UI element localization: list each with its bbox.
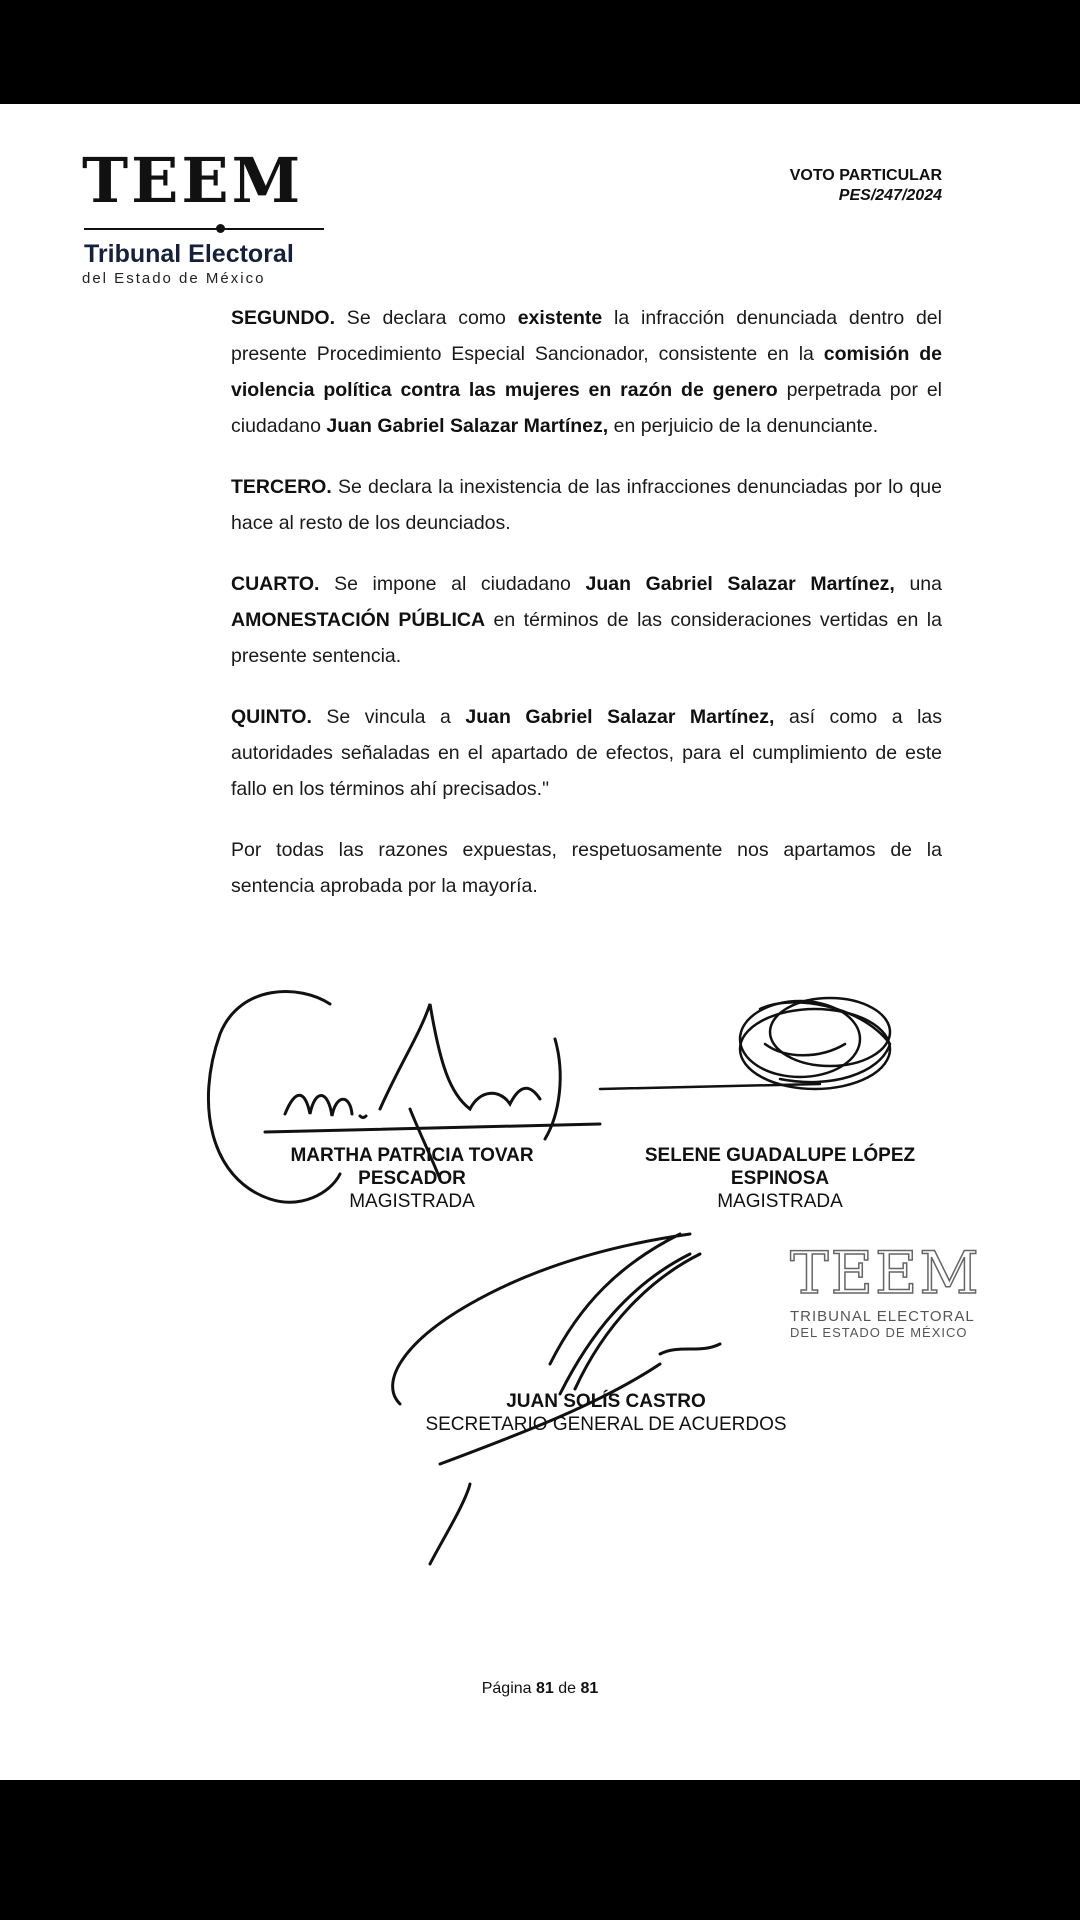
bold-run: Juan Gabriel Salazar Martínez, — [585, 573, 895, 595]
paragraph-quinto — [231, 699, 942, 807]
signatory-role: MAGISTRADA — [717, 1191, 843, 1212]
bold-run: comisión de violencia política contra las mujeres en razón de genero — [231, 343, 943, 401]
paragraph-segundo — [231, 300, 942, 444]
document-type: VOTO PARTICULAR — [789, 167, 942, 184]
text-run: la infracción denunciada dentro del presente Procedimiento Especial Sancionador, consistente en la — [231, 307, 942, 365]
signatory-name-cont: PESCADOR — [358, 1168, 466, 1189]
tribunal-stamp — [790, 1239, 1020, 1340]
paragraph-label: SEGUNDO. — [231, 307, 336, 329]
case-number: PES/247/2024 — [838, 187, 942, 204]
bold-run: Juan Gabriel Salazar Martínez, — [326, 415, 609, 437]
logo-institution: Tribunal Electoral — [84, 240, 294, 268]
footer-prefix: Página — [481, 1680, 536, 1697]
page-total: 81 — [580, 1680, 599, 1697]
text-run: una — [894, 573, 943, 595]
signatory-name: MARTHA PATRICIA TOVAR — [290, 1145, 534, 1166]
paragraph-label: TERCERO. — [231, 476, 332, 498]
signature-lopez — [600, 998, 890, 1089]
paragraph-label: QUINTO. — [231, 706, 312, 728]
resolution-text — [231, 300, 942, 929]
stamp-line2: DEL ESTADO DE MÉXICO — [790, 1325, 968, 1340]
footer-middle: de — [553, 1680, 581, 1697]
bold-run: existente — [517, 307, 603, 329]
text-run: Se declara como — [335, 307, 518, 329]
paragraph-label: CUARTO. — [231, 573, 320, 595]
logo-state: del Estado de México — [82, 270, 266, 287]
logo-wordmark: TEEM — [82, 144, 304, 217]
signature-block-tovar — [252, 1144, 572, 1213]
text-run: en perjuicio de la denunciante. — [608, 415, 879, 437]
stamp-wordmark: TEEM — [790, 1239, 981, 1307]
text-run: Se impone al ciudadano — [319, 573, 586, 595]
document-page — [0, 104, 1080, 1780]
text-run: así como a las autoridades señaladas en el apartado de efectos, para el cumplimiento de este fallo en los términos ahí precisados." — [231, 706, 942, 800]
text-run: Por todas las razones expuestas, respetuosamente nos apartamos de la sentencia aprobada por la mayoría. — [231, 839, 942, 897]
logo-dot — [216, 224, 225, 233]
signatory-role: SECRETARIO GENERAL DE ACUERDOS — [425, 1414, 787, 1435]
signature-block-lopez — [620, 1144, 940, 1213]
signatory-name: SELENE GUADALUPE LÓPEZ — [644, 1145, 916, 1166]
paragraph-cuarto — [231, 566, 942, 674]
text-run: Se vincula a — [311, 706, 466, 728]
paragraph-closing — [231, 832, 942, 904]
text-run: en términos de las consideraciones vertidas en la presente sentencia. — [231, 609, 942, 667]
page-number: 81 — [535, 1680, 554, 1697]
text-run: perpetrada por el ciudadano — [231, 379, 942, 437]
bold-run: AMONESTACIÓN PÚBLICA — [231, 609, 486, 631]
page-footer — [0, 1680, 1080, 1698]
signatory-name: JUAN SOLÍS CASTRO — [506, 1391, 706, 1412]
signature-block-solis — [386, 1390, 826, 1436]
paragraph-tercero — [231, 469, 942, 541]
teem-logo — [80, 144, 330, 287]
document-header — [790, 166, 942, 206]
logo-rule — [84, 228, 324, 230]
signatory-role: MAGISTRADA — [349, 1191, 475, 1212]
signatory-name-cont: ESPINOSA — [730, 1168, 830, 1189]
text-run: Se declara la inexistencia de las infracciones denunciadas por lo que hace al resto de los deunciados. — [231, 476, 942, 534]
bold-run: Juan Gabriel Salazar Martínez, — [465, 706, 775, 728]
stamp-line1: TRIBUNAL ELECTORAL — [790, 1308, 975, 1325]
